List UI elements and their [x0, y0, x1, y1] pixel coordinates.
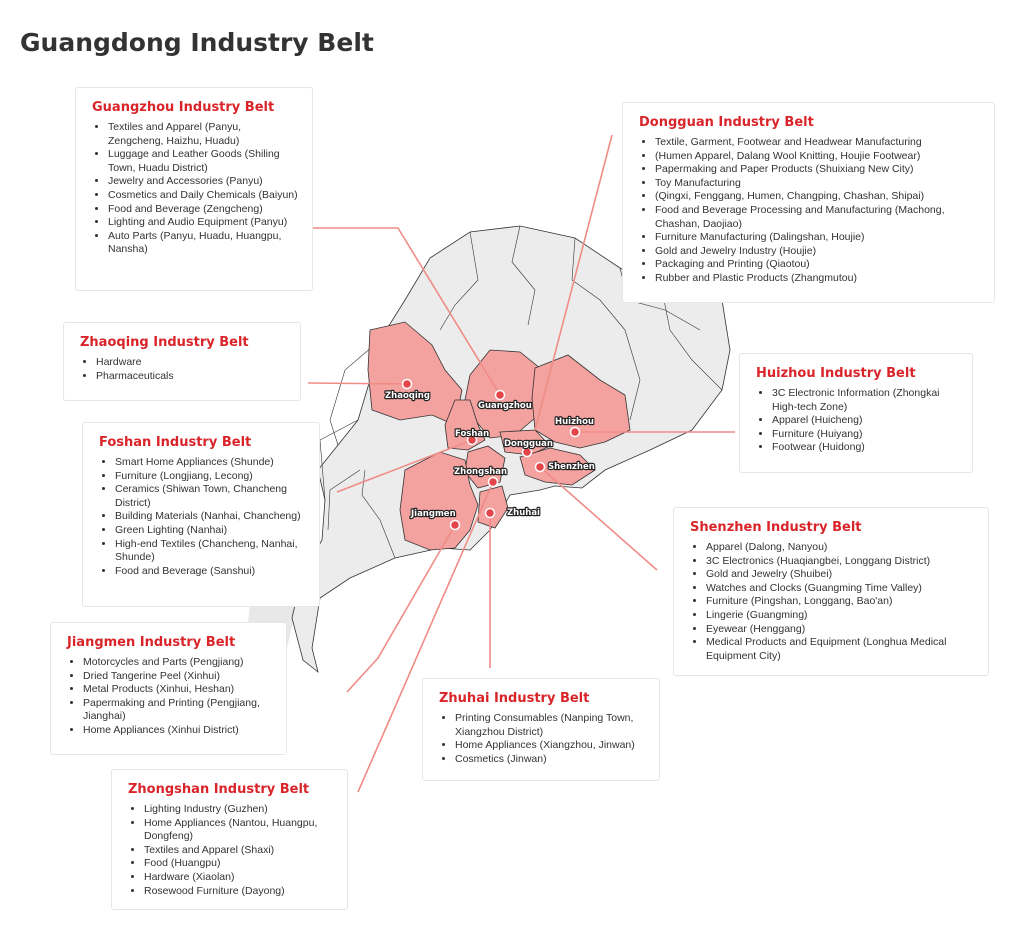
list-item: • Luggage and Leather Goods (Shiling Town, Huadu District): [108, 148, 298, 175]
list-item: • Food (Huangpu): [144, 857, 333, 871]
list-item: • Metal Products (Xinhui, Heshan): [83, 683, 272, 697]
list-item: • Hardware: [96, 356, 286, 370]
label-zhaoqing: Zhaoqing: [385, 391, 430, 401]
card-title: Zhaoqing Industry Belt: [80, 335, 249, 350]
label-foshan: Foshan: [455, 429, 490, 439]
list-item: • Home Appliances (Xinhui District): [83, 724, 272, 738]
list-item: • Rubber and Plastic Products (Zhangmutou): [655, 272, 980, 286]
page-title: Guangdong Industry Belt: [20, 28, 374, 57]
list-item: • Auto Parts (Panyu, Huadu, Huangpu, Nansha): [108, 230, 298, 257]
card-guangzhou: [75, 87, 313, 291]
list-item: • Gold and Jewelry Industry (Houjie): [655, 245, 980, 259]
card-shenzhen: [673, 507, 989, 676]
marker-zhuhai: [486, 509, 495, 518]
list-item: • Papermaking and Printing (Pengjiang, Jianghai): [83, 697, 272, 724]
list-item: • Toy Manufacturing: [655, 177, 980, 191]
card-title: Jiangmen Industry Belt: [67, 635, 236, 650]
marker-zhongshan: [489, 478, 498, 487]
industry-list: [99, 456, 305, 578]
card-huizhou: [739, 353, 973, 473]
list-item: • Motorcycles and Parts (Pengjiang): [83, 656, 272, 670]
industry-list: [80, 356, 286, 383]
industry-list: [639, 136, 980, 286]
industry-list: [92, 121, 298, 257]
card-title: Huizhou Industry Belt: [756, 366, 916, 381]
card-foshan: [82, 422, 320, 607]
card-title: Foshan Industry Belt: [99, 435, 252, 450]
card-jiangmen: [50, 622, 287, 755]
list-item: • Cosmetics and Daily Chemicals (Baiyun): [108, 189, 298, 203]
industry-list: [439, 712, 645, 766]
list-item: • Home Appliances (Nantou, Huangpu, Dongfeng): [144, 817, 333, 844]
list-item: • Apparel (Huicheng): [772, 414, 958, 428]
list-item: • Green Lighting (Nanhai): [115, 524, 305, 538]
label-zhongshan: Zhongshan: [454, 467, 508, 477]
list-item: • Textiles and Apparel (Panyu, Zengcheng, Haizhu, Huadu): [108, 121, 298, 148]
marker-jiangmen: [451, 521, 460, 530]
list-item: • 3C Electronics (Huaqiangbei, Longgang District): [706, 555, 974, 569]
list-item: • Furniture Manufacturing (Dalingshan, Houjie): [655, 231, 980, 245]
list-item: • Papermaking and Paper Products (Shuixiang New City): [655, 163, 980, 177]
card-title: Dongguan Industry Belt: [639, 115, 814, 130]
list-item: • Printing Consumables (Nanping Town, Xiangzhou District): [455, 712, 645, 739]
list-item: • High-end Textiles (Chancheng, Nanhai, Shunde): [115, 538, 305, 565]
label-zhuhai: Zhuhai: [507, 508, 540, 518]
marker-guangzhou: [496, 391, 505, 400]
industry-list: [128, 803, 333, 898]
list-item: • Hardware (Xiaolan): [144, 871, 333, 885]
industry-list: [756, 387, 958, 455]
list-item: • (Humen Apparel, Dalang Wool Knitting, Houjie Footwear): [655, 150, 980, 164]
list-item: • Medical Products and Equipment (Longhua Medical Equipment City): [706, 636, 974, 663]
list-item: • Furniture (Pingshan, Longgang, Bao'an): [706, 595, 974, 609]
list-item: • Food and Beverage (Zengcheng): [108, 203, 298, 217]
marker-zhaoqing: [403, 380, 412, 389]
industry-list: [690, 541, 974, 663]
list-item: • Smart Home Appliances (Shunde): [115, 456, 305, 470]
list-item: • Watches and Clocks (Guangming Time Valley): [706, 582, 974, 596]
marker-huizhou: [571, 428, 580, 437]
list-item: • Cosmetics (Jinwan): [455, 753, 645, 767]
list-item: • Textiles and Apparel (Shaxi): [144, 844, 333, 858]
list-item: • Home Appliances (Xiangzhou, Jinwan): [455, 739, 645, 753]
card-title: Guangzhou Industry Belt: [92, 100, 275, 115]
list-item: • Dried Tangerine Peel (Xinhui): [83, 670, 272, 684]
list-item: • Gold and Jewelry (Shuibei): [706, 568, 974, 582]
list-item: • (Qingxi, Fenggang, Humen, Changping, Chashan, Shipai): [655, 190, 980, 204]
list-item: • Lighting Industry (Guzhen): [144, 803, 333, 817]
list-item: • Pharmaceuticals: [96, 370, 286, 384]
list-item: • Furniture (Longjiang, Lecong): [115, 470, 305, 484]
label-huizhou: Huizhou: [555, 417, 594, 427]
list-item: • Food and Beverage (Sanshui): [115, 565, 305, 579]
list-item: • Eyewear (Henggang): [706, 623, 974, 637]
list-item: • Textile, Garment, Footwear and Headwear Manufacturing: [655, 136, 980, 150]
list-item: • 3C Electronic Information (Zhongkai High-tech Zone): [772, 387, 958, 414]
list-item: • Jewelry and Accessories (Panyu): [108, 175, 298, 189]
list-item: • Packaging and Printing (Qiaotou): [655, 258, 980, 272]
label-guangzhou: Guangzhou: [478, 401, 532, 411]
card-dongguan: [622, 102, 995, 303]
label-dongguan: Dongguan: [504, 439, 553, 449]
card-zhongshan: [111, 769, 348, 910]
list-item: • Lingerie (Guangming): [706, 609, 974, 623]
card-zhuhai: [422, 678, 660, 781]
list-item: • Ceramics (Shiwan Town, Chancheng District): [115, 483, 305, 510]
industry-list: [67, 656, 272, 738]
card-title: Zhongshan Industry Belt: [128, 782, 310, 797]
list-item: • Rosewood Furniture (Dayong): [144, 885, 333, 899]
list-item: • Food and Beverage Processing and Manufacturing (Machong, Chashan, Daojiao): [655, 204, 980, 231]
label-shenzhen: Shenzhen: [548, 462, 595, 472]
card-title: Shenzhen Industry Belt: [690, 520, 862, 535]
label-jiangmen: Jiangmen: [411, 509, 456, 519]
list-item: • Building Materials (Nanhai, Chancheng): [115, 510, 305, 524]
list-item: • Furniture (Huiyang): [772, 428, 958, 442]
list-item: • Lighting and Audio Equipment (Panyu): [108, 216, 298, 230]
card-zhaoqing: [63, 322, 301, 401]
list-item: • Footwear (Huidong): [772, 441, 958, 455]
marker-shenzhen: [536, 463, 545, 472]
card-title: Zhuhai Industry Belt: [439, 691, 590, 706]
list-item: • Apparel (Dalong, Nanyou): [706, 541, 974, 555]
